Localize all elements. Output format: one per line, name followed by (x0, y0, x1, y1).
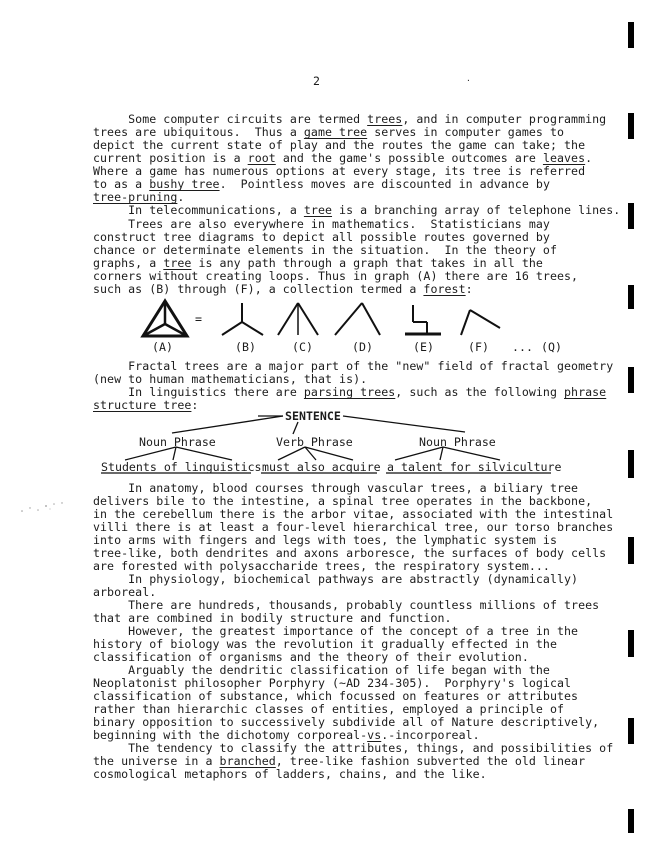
p4-line-2: (new to human mathematicians, that is). (93, 372, 368, 386)
p10-line-3: classification of substance, which focussed on features or attributes (93, 689, 579, 703)
p10-line-1: Arguably the dendritic classification of life began with the (93, 663, 550, 677)
p9-line-2: history of biology was the revolution it gradually effected in the (93, 637, 557, 651)
p6-line-1: In anatomy, blood courses through vascular trees, a biliary tree (93, 481, 579, 495)
margin-smudge (18, 500, 68, 514)
p6-line-4: villi there is at least a four-level hierarchical tree, our torso branches (93, 520, 614, 534)
graph-label-b: (B) (235, 340, 256, 354)
p10-line-6: beginning with the dichotomy corporeal-vs.-incorporeal. (93, 728, 480, 742)
p6-line-2: delivers bile to the intestine, a spinal tree operates in the backbone, (93, 494, 593, 508)
p5-line-2: structure tree: (93, 398, 199, 412)
parse-leaf-3: a talent for silviculture (387, 460, 562, 474)
graph-e (405, 305, 441, 334)
p6-line-3: in the cerebellum there is the arbor vitae, associated with the intestinal (93, 507, 614, 521)
parse-noun-phrase-2: Noun Phrase (419, 435, 496, 449)
graph-label-e: (E) (413, 340, 434, 354)
p10-line-2: Neoplatonist philosopher Porphyry (~AD 234-305). Porphyry's logical (93, 676, 572, 690)
graph-c (278, 303, 318, 335)
graph-label-f: (F) (468, 340, 489, 354)
p6-line-5: into arms with fingers and legs with toes, the lymphatic system is (93, 533, 557, 547)
p1-line-3: depict the current state of play and the routes the game can take; the (93, 138, 586, 152)
p11-line-3: cosmological metaphors of ladders, chains, and the like. (93, 767, 487, 781)
binding-mark (628, 22, 634, 48)
p5-line-1: In linguistics there are parsing trees, such as the following phrase (93, 385, 607, 399)
p3-line-6: such as (B) through (F), a collection termed a forest: (93, 282, 473, 296)
binding-mark (628, 809, 634, 833)
parse-noun-phrase-1: Noun Phrase (139, 435, 216, 449)
p8-line-2: that are combined in bodily structure and function. (93, 611, 452, 625)
p2-line-1: In telecommunications, a tree is a branching array of telephone lines. (93, 203, 621, 217)
graph-label-a: (A) (152, 340, 173, 354)
parse-verb-phrase: Verb Phrase (276, 435, 353, 449)
binding-mark (628, 203, 634, 229)
p1-line-7: tree-pruning. (93, 190, 185, 204)
p1-line-2: trees are ubiquitous. Thus a game tree serves in computer games to (93, 125, 565, 139)
p1-line-6: to as a bushy tree. Pointless moves are discounted in advance by (93, 177, 550, 191)
p1-line-1: Some computer circuits are termed trees, and in computer programming (93, 112, 607, 126)
parse-root: SENTENCE (285, 409, 341, 423)
p4-line-1: Fractal trees are a major part of the "new" field of fractal geometry (93, 359, 614, 373)
graph-label-q: (Q) (541, 340, 562, 354)
p3-line-5: corners without creating loops. Thus in graph (A) there are 16 trees, (93, 269, 579, 283)
p3-line-1: Trees are also everywhere in mathematics. Statisticians may (93, 217, 550, 231)
binding-mark (628, 630, 634, 657)
graph-label-d: (D) (352, 340, 373, 354)
binding-mark (628, 285, 634, 309)
p7-line-2: arboreal. (93, 585, 157, 599)
graph-label-c: (C) (292, 340, 313, 354)
p3-line-4: graphs, a tree is any path through a graph that takes in all the (93, 256, 543, 270)
graph-d (335, 303, 380, 335)
p11-line-2: the universe in a branched, tree-like fashion subverted the old linear (93, 754, 586, 768)
p8-line-1: There are hundreds, thousands, probably countless millions of trees (93, 598, 600, 612)
graph-a (143, 301, 187, 336)
binding-mark (628, 537, 634, 564)
graph-b (222, 303, 263, 335)
page-number: 2 (313, 74, 321, 88)
p10-line-4: rather than hierarchic classes of entities, employed a principle of (93, 702, 565, 716)
graph-equals: = (195, 312, 202, 326)
p6-line-7: are forested with polysaccharide trees, the respiratory system... (93, 559, 550, 573)
binding-mark (628, 113, 634, 139)
binding-mark (628, 450, 634, 478)
graph-ellipsis: ... (512, 340, 533, 354)
p1-line-4: current position is a root and the game's possible outcomes are leaves. (93, 151, 593, 165)
binding-mark (628, 718, 634, 744)
parse-leaf-1: Students of linguistics (101, 460, 262, 474)
parse-leaf-2: must also acquire (262, 460, 381, 474)
p6-line-6: tree-like, both dendrites and axons arboresce, the surfaces of body cells (93, 546, 607, 560)
p9-line-1: However, the greatest importance of the concept of a tree in the (93, 624, 579, 638)
graph-f (461, 310, 500, 335)
p11-line-1: The tendency to classify the attributes, things, and possibilities of (93, 741, 614, 755)
p3-line-2: construct tree diagrams to depict all possible routes governed by (93, 230, 550, 244)
speck: . (466, 74, 471, 83)
p1-line-5: Where a game has numerous options at every stage, its tree is referred (93, 164, 586, 178)
p3-line-3: chance or determinate elements in the situation. In the theory of (93, 243, 557, 257)
binding-mark (628, 367, 634, 393)
p10-line-5: binary opposition to successively subdivide all of Nature descriptively, (93, 715, 600, 729)
p9-line-3: classification of organisms and the theory of their evolution. (93, 650, 529, 664)
p7-line-1: In physiology, biochemical pathways are abstractly (dynamically) (93, 572, 579, 586)
